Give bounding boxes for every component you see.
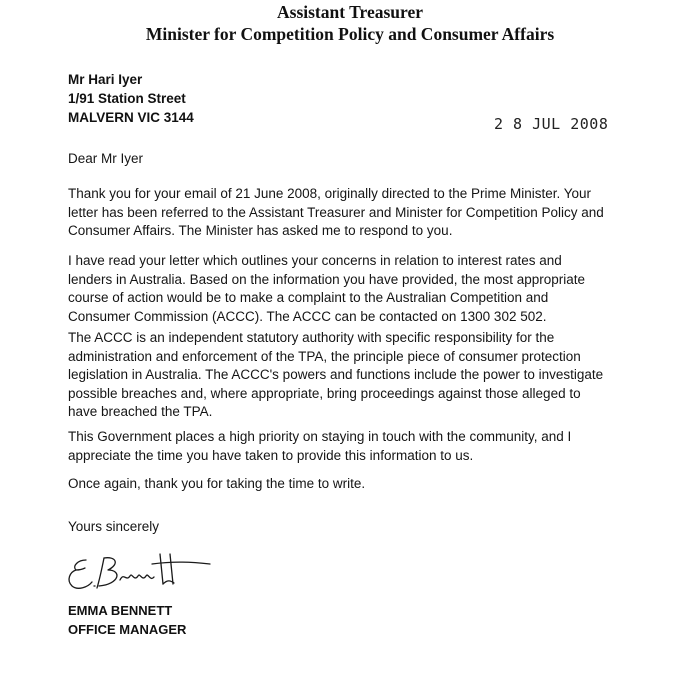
paragraph-line: Once again, thank you for taking the time to write. xyxy=(68,476,366,491)
paragraph-5 xyxy=(68,475,658,494)
paragraph-line: Consumer Commission (ACCC). The ACCC can be contacted on 1300 302 502. xyxy=(68,308,547,324)
paragraph-line: This Government places a high priority on staying in touch with the community, and I xyxy=(68,429,572,444)
paragraph-line: appreciate the time you have taken to provide this information to us. xyxy=(68,447,474,463)
signatory-title: OFFICE MANAGER xyxy=(68,622,187,637)
handwritten-signature xyxy=(64,550,214,600)
paragraph-line: I have read your letter which outlines your concerns in relation to interest rates and xyxy=(68,253,562,268)
paragraph-1 xyxy=(68,185,658,241)
paragraph-3 xyxy=(68,329,658,422)
recipient-name: Mr Hari Iyer xyxy=(68,72,143,87)
paragraph-line: have breached the TPA. xyxy=(68,404,213,419)
salutation xyxy=(68,150,658,169)
paragraph-line: course of action would be to make a complaint to the Australian Competition and xyxy=(68,290,549,305)
paragraph-line: Thank you for your email of 21 June 2008, originally directed to the Prime Minister. Your xyxy=(68,186,592,201)
paragraph-line: letter has been referred to the Assistant Treasurer and Minister for Competition Policy and xyxy=(68,204,604,220)
paragraph-line: possible breaches and, where appropriate, bring proceedings against those alleged to xyxy=(68,385,581,401)
recipient-address xyxy=(68,70,194,127)
salutation-text: Dear Mr Iyer xyxy=(68,151,144,166)
date-stamp: 2 8 JUL 2008 xyxy=(494,115,609,133)
closing-text: Yours sincerely xyxy=(68,519,160,534)
closing xyxy=(68,518,658,537)
letterhead-subtitle: Minister for Competition Policy and Consumer Affairs xyxy=(145,24,555,44)
recipient-street: 1/91 Station Street xyxy=(68,91,186,106)
paragraph-line: administration and enforcement of the TPA, the principle piece of consumer protection xyxy=(68,348,581,364)
paragraph-line: lenders in Australia. Based on the information you have provided, the most appropriate xyxy=(68,271,586,287)
paragraph-line: legislation in Australia. The ACCC's powers and functions include the power to investigate xyxy=(68,367,604,382)
paragraph-line: Consumer Affairs. The Minister has asked me to respond to you. xyxy=(68,223,453,238)
paragraph-line: The ACCC is an independent statutory authority with specific responsibility for the xyxy=(68,330,555,345)
paragraph-4 xyxy=(68,428,658,465)
recipient-city: MALVERN VIC 3144 xyxy=(68,110,194,125)
signatory-name: EMMA BENNETT xyxy=(68,603,173,618)
letterhead-title: Assistant Treasurer xyxy=(277,2,423,22)
paragraph-2 xyxy=(68,252,658,326)
